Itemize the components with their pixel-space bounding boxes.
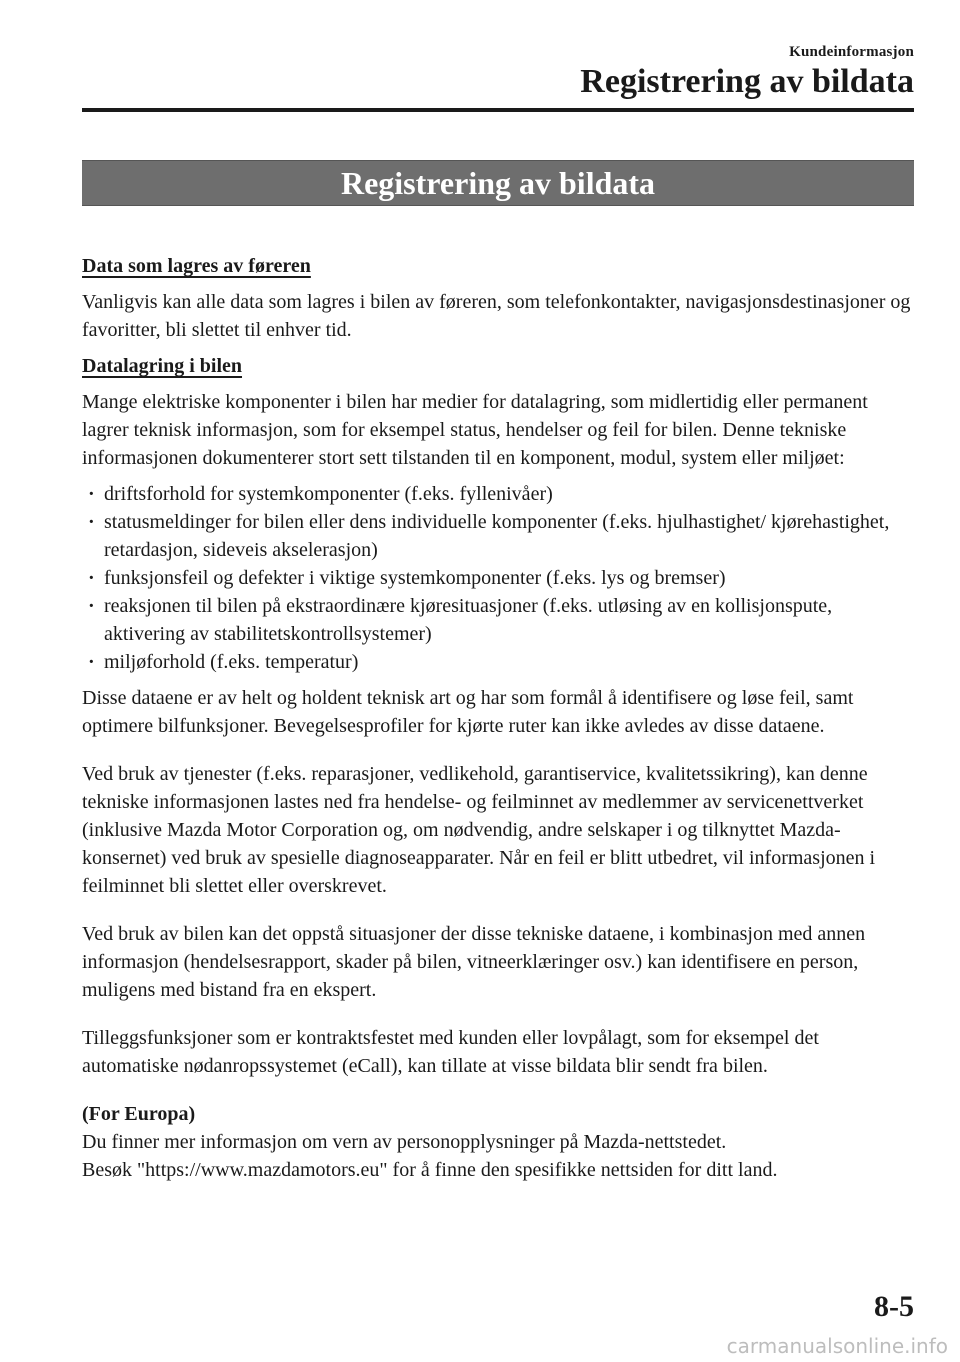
list-item: · driftsforhold for systemkomponenter (f.eks. fyllenivåer) (82, 480, 918, 508)
bullet-dot: · (88, 511, 95, 533)
europe-label: (For Europa) (82, 1103, 196, 1125)
paragraph-storage-intro: Mange elektriske komponenter i bilen har medier for datalagring, som midlertidig eller permanent lagrer teknisk informasjon, som for eksempel status, hendelser og feil for bilen. Denne tekniske informasjonen dokumenterer stort sett tilstanden til en komponent, modul, system eller miljøet: (82, 391, 868, 469)
bullet-dot: · (88, 651, 95, 673)
header-section-label: Kundeinformasjon (789, 44, 914, 60)
europe-line-1: Du finner mer informasjon om vern av personopplysninger på Mazda-nettstedet. (82, 1131, 727, 1153)
heading-data-storage: Datalagring i bilen (82, 355, 243, 377)
watermark: carmanualsonline.info (726, 1334, 948, 1358)
paragraph-driver-data: Vanligvis kan alle data som lagres i bilen av føreren, som telefonkontakter, navigasjonsdestinasjoner og favoritter, bli slettet til enhver tid. (82, 291, 911, 341)
header-rule (82, 108, 914, 112)
list-item: · miljøforhold (f.eks. temperatur) (82, 648, 918, 676)
bullet-list (82, 480, 918, 676)
paragraph-additional-functions: Tilleggsfunksjoner som er kontraktsfestet med kunden eller lovpålagt, som for eksempel det automatiske nødanropssystemet (eCall), kan tillate at visse bildata blir sendt fra bilen. (82, 1027, 819, 1077)
page-number: 8-5 (874, 1290, 914, 1323)
paragraph-purpose: Disse dataene er av helt og holdent teknisk art og har som formål å identifisere og løse feil, samt optimere bilfunksjoner. Bevegelsesprofiler for kjørte ruter kan ikke avledes av disse dataene. (82, 687, 854, 737)
bullet-dot: · (88, 483, 95, 505)
header-title: Registrering av bildata (580, 63, 914, 100)
list-item: · funksjonsfeil og defekter i viktige systemkomponenter (f.eks. lys og bremser) (82, 564, 918, 592)
section-banner: Registrering av bildata (82, 160, 914, 206)
bullet-dot: · (88, 595, 95, 617)
list-item: · statusmeldinger for bilen eller dens individuelle komponenter (f.eks. hjulhastighet/ kjørehastighet, retardasjon, sideveis akselerasjon) (82, 508, 918, 564)
bullet-dot: · (88, 567, 95, 589)
list-item: · reaksjonen til bilen på ekstraordinære kjøresituasjoner (f.eks. utløsing av en kollisjonspute, aktivering av stabilitetskontrollsystemer) (82, 592, 918, 648)
paragraph-identification: Ved bruk av bilen kan det oppstå situasjoner der disse tekniske dataene, i kombinasjon med annen informasjon (hendelsesrapport, skader på bilen, vitneerklæringer osv.) kan identifisere en person, muligens med bistand fra en ekspert. (82, 923, 866, 1001)
europe-line-2: Besøk "https://www.mazdamotors.eu" for å finne den spesifikke nettsiden for ditt land. (82, 1159, 778, 1181)
paragraph-services: Ved bruk av tjenester (f.eks. reparasjoner, vedlikehold, garantiservice, kvalitetssikring), kan denne tekniske informasjonen lastes ned fra hendelse- og feilminnet av medlemmer av servicenettverket (inklusive Mazda Motor Corporation og, om nødvendig, andre selskaper i og tilknyttet Mazda-konsernet) ved bruk av spesielle diagnoseapparater. Når en feil er blitt utbedret, vil informasjonen i feilminnet bli slettet eller overskrevet. (82, 763, 876, 897)
content (82, 252, 918, 1184)
heading-driver-data: Data som lagres av føreren (82, 255, 311, 277)
